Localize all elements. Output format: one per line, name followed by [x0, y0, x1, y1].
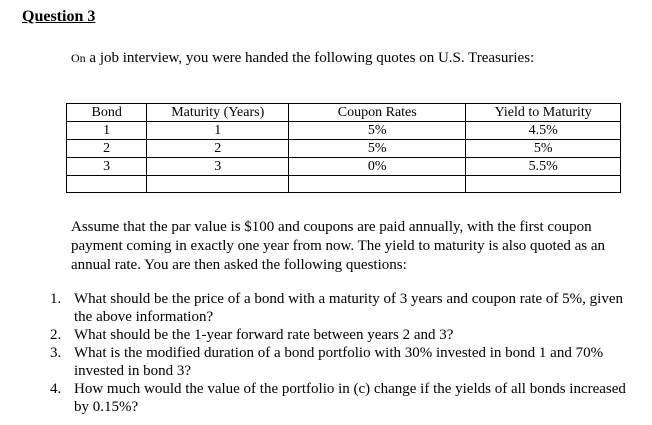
- list-item: [42, 380, 637, 416]
- question-heading: Question 3: [22, 8, 96, 25]
- question-text: What is the modified duration of a bond portfolio with 30% invested in bond 1 and 70% invested in bond 3?: [74, 345, 604, 379]
- question-text: What should be the 1-year forward rate between years 2 and 3?: [74, 327, 454, 343]
- assumptions-paragraph: Assume that the par value is $100 and coupons are paid annually, with the first coupon payment coming in exactly one year from now. The yield to maturity is also quoted as an annual rate. You are then asked the following questions:: [71, 219, 606, 273]
- header-maturity: Maturity (Years): [147, 104, 289, 122]
- header-ytm: Yield to Maturity: [466, 104, 621, 122]
- table-row: [67, 158, 621, 176]
- cell-maturity: 1: [147, 122, 289, 140]
- list-item: [42, 290, 637, 326]
- question-text: How much would the value of the portfolio in (c) change if the yields of all bonds increased by 0.15%?: [74, 381, 626, 415]
- cell-ytm: 4.5%: [466, 122, 621, 140]
- cell-coupon: 5%: [289, 122, 466, 140]
- table-header-row: [67, 104, 621, 122]
- question-number: 1.: [50, 291, 62, 307]
- cell-bond: 2: [67, 140, 147, 158]
- intro-rest: a job interview, you were handed the following quotes on U.S. Treasuries:: [85, 50, 535, 66]
- cell-maturity: 3: [147, 158, 289, 176]
- intro-on: On: [71, 51, 86, 65]
- cell-coupon: 0%: [289, 158, 466, 176]
- list-item: [42, 326, 637, 344]
- cell-empty: [67, 176, 147, 193]
- cell-coupon: 5%: [289, 140, 466, 158]
- question-number: 2.: [50, 327, 62, 343]
- cell-bond: 3: [67, 158, 147, 176]
- cell-empty: [147, 176, 289, 193]
- question-number: 4.: [50, 381, 62, 397]
- cell-empty: [289, 176, 466, 193]
- header-bond: Bond: [67, 104, 147, 122]
- cell-maturity: 2: [147, 140, 289, 158]
- table-row: [67, 140, 621, 158]
- header-coupon: Coupon Rates: [289, 104, 466, 122]
- cell-ytm: 5.5%: [466, 158, 621, 176]
- cell-bond: 1: [67, 122, 147, 140]
- question-list: [42, 290, 637, 416]
- treasury-quotes-table: [66, 103, 621, 193]
- table-row: [67, 122, 621, 140]
- table-row-empty: [67, 176, 621, 193]
- question-number: 3.: [50, 345, 62, 361]
- intro-text: [71, 50, 534, 67]
- cell-ytm: 5%: [466, 140, 621, 158]
- cell-empty: [466, 176, 621, 193]
- question-text: What should be the price of a bond with a maturity of 3 years and coupon rate of 5%, given the above information?: [74, 291, 624, 325]
- list-item: [42, 344, 637, 380]
